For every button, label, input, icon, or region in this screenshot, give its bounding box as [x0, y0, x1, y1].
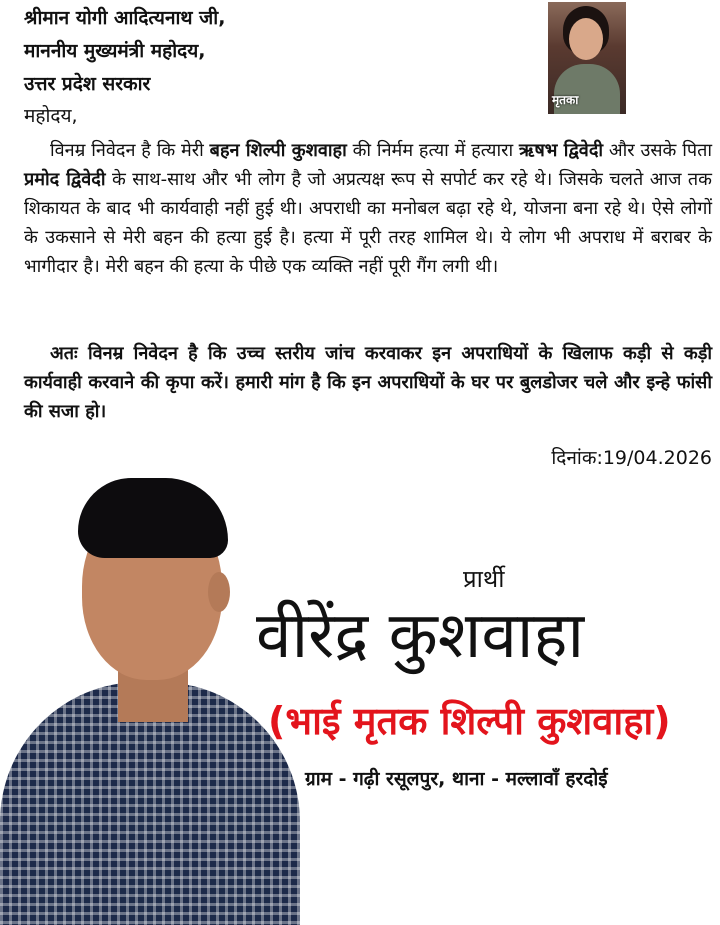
para1-text-4: के साथ-साथ और भी लोग है जो अप्रत्यक्ष रूप से सपोर्ट कर रहे थे। जिसके चलते आज तक शिकायत के बाद भी कार्यवाही नहीं हुई थी। अपराधी का मनोबल बढ़ा रहे थे, योजना बना रहे थे। ऐसे लोगों के उकसाने से मेरी बहन की हत्या हुई है। हत्या में पूरी तरह शामिल थे। ये लोग भी अपराध में बराबर के भागीदार है। मेरी बहन की हत्या के पीछे एक व्यक्ति नहीं पूरी गैंग लगी थी। — [24, 169, 713, 277]
petitioner-address: ग्राम - गढ़ी रसूलपुर, थाना - मल्लावाँ हरदोई — [305, 768, 608, 790]
petitioner-caption: प्रार्थी — [463, 565, 505, 593]
address-line-3: उत्तर प्रदेश सरकार — [24, 73, 151, 95]
petitioner-photo — [0, 462, 300, 925]
address-line-2: माननीय मुख्यमंत्री महोदय, — [24, 40, 206, 62]
paragraph-demand: अतः विनम्र निवेदन है कि उच्च स्तरीय जांच करवाकर इन अपराधियों के खिलाफ कड़ी से कड़ी कार्यवाही करवाने की कृपा करें। हमारी मांग है कि इन अपराधियों के घर पर बुलडोजर चले और इन्हे फांसी की सजा हो। — [24, 343, 712, 422]
para1-accused-name: ऋषभ द्विवेदी — [519, 140, 604, 161]
petitioner-hair — [78, 478, 228, 558]
paragraph-request — [24, 136, 712, 281]
para1-text-2: की निर्मम हत्या में हत्यारा — [346, 140, 519, 161]
para1-text-1: विनम्र निवेदन है कि मेरी — [50, 140, 210, 161]
para1-victim-name: बहन शिल्पी कुशवाहा — [209, 140, 347, 161]
petitioner-ear — [208, 572, 230, 612]
para1-text-3: और उसके पिता — [603, 140, 713, 161]
victim-photo — [548, 2, 626, 114]
letter-date: दिनांक:19/04.2026 — [551, 447, 712, 469]
petitioner-relation: (भाई मृतक शिल्पी कुशवाहा) — [268, 699, 671, 743]
salutation: महोदय, — [24, 105, 78, 127]
victim-photo-label: मृतका — [552, 93, 579, 107]
para1-accused-father: प्रमोद द्विवेदी — [24, 169, 106, 190]
address-line-1: श्रीमान योगी आदित्यनाथ जी, — [24, 7, 226, 29]
petitioner-name: वीरेंद्र कुशवाहा — [256, 599, 585, 673]
victim-face — [569, 18, 603, 60]
